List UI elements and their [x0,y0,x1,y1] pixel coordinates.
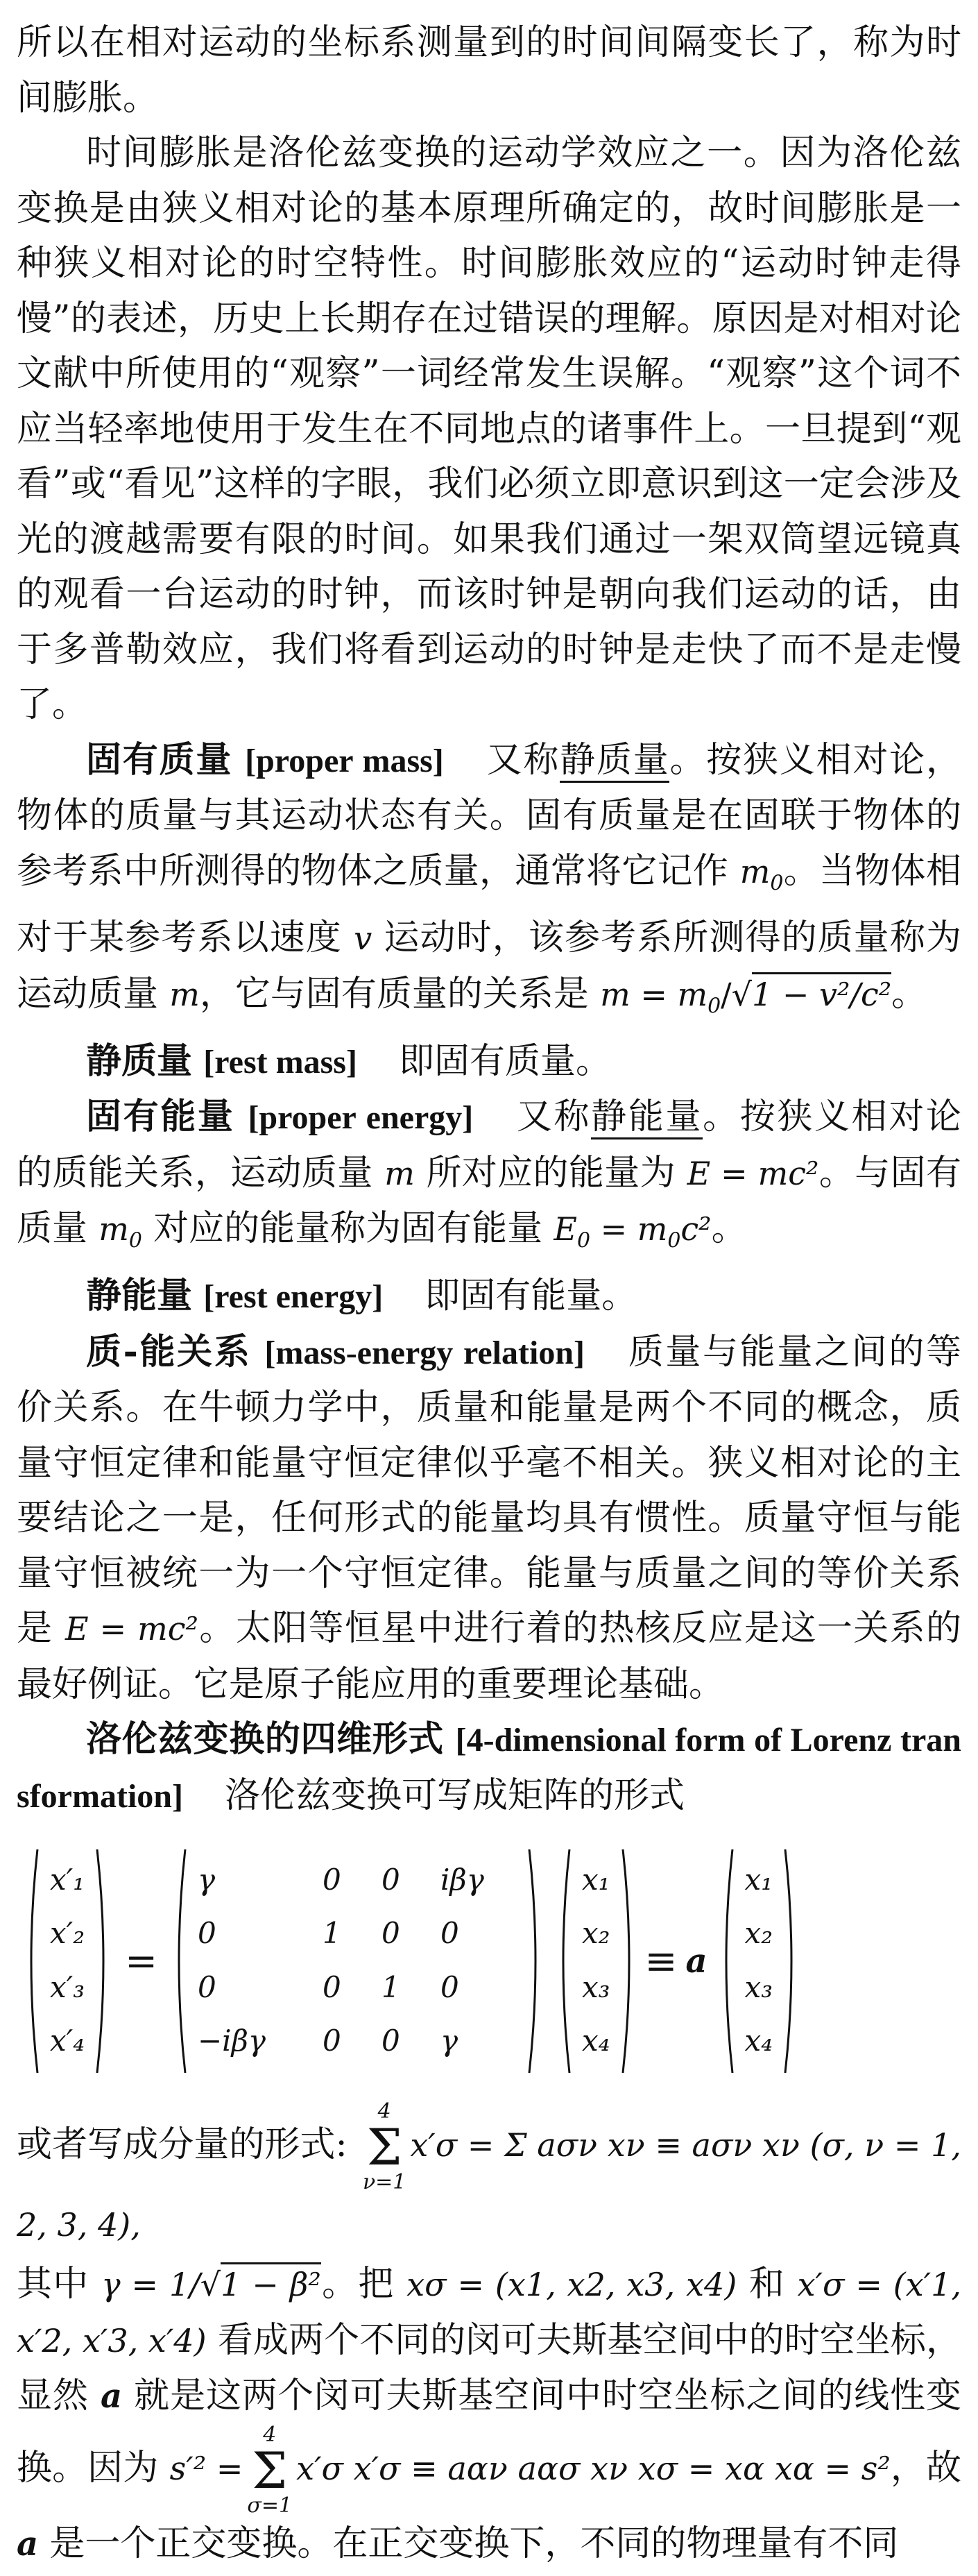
matrix-cell: x′₁ [50,1862,85,1897]
math-s-rhs: x′σ x′σ ≡ aαν aασ xν xσ = xα xα = s² [296,2449,891,2487]
entry-rest-energy [17,1269,961,1325]
entry-text: 质量与能量之间的等价关系。在牛顿力学中，质量和能量是两个不同的概念，质量守恒定律和能量守恒定律似乎毫不相关。狭义相对论的主要结论之一是，任何形式的能量均具有惯性。质量守恒与能量守恒被统一为一个守恒定律。能量与质量之间的等价关系是 [17,1331,961,1650]
entry-rest-mass [17,1034,961,1090]
entry-syn-prefix: 又称 [485,739,560,781]
entry-text: 。 [891,973,927,1015]
matrix-rhs-2 [719,1847,800,2076]
math-gamma: γ = 1/√1 − β² [101,2262,321,2303]
left-paren-icon [24,1847,40,2076]
sum-symbol: 4 Σ ν=1 [362,2099,406,2195]
math-x-prime: x′σ = (x′1, x′2, x′3, x′4) [17,2266,961,2359]
entry-english: [rest mass] [203,1043,357,1081]
entry-text: 就是这两个闵可夫斯基空间中时空坐标之间的线性变换。因为 [17,2375,961,2489]
matrix-cell: x₃ [744,1969,773,2004]
matrix-cell: x′₃ [50,1969,85,2004]
right-paren-icon [782,1847,799,2076]
entry-english: [4-dimensional form of Lorenz transformation] [17,1722,961,1815]
entry-text: 其中 [17,2264,89,2305]
entry-english: [proper mass] [245,742,444,779]
matrix-cell: x′₄ [50,2024,85,2058]
lorentz-matrix-equation [24,1829,961,2093]
entry-text: 看成两个不同的闵可夫斯基空间中的时空坐标，显然 [17,2319,961,2417]
entry-term: 静能量 [86,1275,193,1317]
entry-text: 。按狭义相对论的质能关系，运动质量 [17,1096,961,1194]
matrix-cell: 0 [381,2024,400,2058]
matrix-cell: x₂ [581,1916,610,1951]
math-component-eq: x′σ = Σ aσν xν ≡ aσν xν (σ, ν = 1, 2, 3, 4), [17,2126,961,2244]
entry-term: 质-能关系 [86,1330,252,1373]
matrix-cell: 0 [322,2024,341,2058]
matrix-cell: 0 [197,1916,216,1951]
matrix-cell: x₁ [581,1862,610,1897]
matrix-cell: x′₂ [50,1916,85,1951]
entry-text: 所对应的能量为 [426,1152,676,1194]
matrix-cell: x₂ [744,1916,773,1951]
right-paren-icon [94,1847,111,2076]
math-e-mc2: E = mc² [687,1154,819,1192]
paragraph-time-dilation: 时间膨胀是洛伦兹变换的运动学效应之一。因为洛伦兹变换是由狭义相对论的基本原理所确定的，故时间膨胀是一种狭义相对论的时空特性。时间膨胀效应的“运动时钟走得慢”的表述，历史上长期存在过错误的理解。原因是对相对论文献中所使用的“观察”一词经常发生误解。“观察”这个词不应当轻率地使用于发生在不同地点的诸事件上。一旦提到“观看”或“看见”这样的字眼，我们必须立即意识到这一定会涉及光的渡越需要有限的时间。如果我们通过一架双筒望远镜真的观看一台运动的时钟，而该时钟是朝向我们运动的话，由于多普勒效应，我们将看到运动的时钟是走快了而不是走慢了。 [17,133,961,725]
left-paren-icon [719,1847,735,2076]
left-paren-icon [556,1847,572,2076]
entry-term: 固有能量 [86,1096,235,1138]
matrix-cell: x₄ [744,2024,773,2058]
paragraph-gamma [17,2257,961,2572]
equals-sign: = [125,1938,157,1984]
math-a: a [17,2524,39,2564]
math-m: m [384,1154,415,1192]
right-paren-icon [620,1847,637,2076]
matrix-cell: γ [197,1862,216,1897]
math-m: m [169,975,200,1013]
math-m0: $m_0$ [739,852,784,895]
entry-text: 。 [711,1208,747,1250]
entry-english: [rest energy] [203,1278,384,1316]
math-m0: $m_0$ [98,1210,142,1253]
matrix-cell: γ [440,2024,458,2058]
matrix-cell: 1 [381,1969,400,2004]
matrix-cell: 0 [381,1862,400,1897]
equiv-sign: ≡ [644,1938,678,1984]
matrix-cell: 1 [322,1916,341,1951]
math-mass-relation: $m = m_0/√1 - v^2/c^2$ [600,976,891,1013]
math-e-mc2: E = mc² [65,1610,198,1648]
entry-english: [mass-energy relation] [264,1334,585,1371]
entry-text: 。太阳等恒星中进行着的热核反应是这一关系的最好例证。它是原子能应用的重要理论基础。 [17,1608,961,1705]
entry-text: 即固有能量。 [424,1276,637,1317]
entry-syn-prefix: 又称 [515,1096,592,1138]
matrix-a-label: a [685,1941,707,1981]
entry-text: 运动时，该参考系所测得的质量称为运动质量 [17,917,961,1015]
entry-text: 。按狭义相对论，物体的质量与其运动状态有关。固有质量是在固联于物体的参考系中所测得的物体之质量，通常将它记作 [17,739,961,892]
matrix-cell: 0 [322,1969,341,2004]
entry-term: 静质量 [86,1040,193,1082]
entry-mass-energy [17,1325,961,1713]
entry-text: 。把 [320,2264,395,2305]
entry-text: ，它与固有质量的关系是 [199,973,589,1015]
entry-text: 是一个正交变换。在正交变换下，不同的物理量有不同 [49,2523,899,2564]
matrix-cell: 0 [381,1916,400,1951]
matrix-rhs [556,1847,637,2076]
paragraph-time-dilation-end: 所以在相对运动的坐标系测量到的时间间隔变长了，称为时间膨胀。 [17,22,961,119]
matrix-cell: x₁ [744,1862,773,1897]
math-s-lhs: s′² = [169,2449,243,2487]
matrix-cell: 0 [440,1969,459,2004]
matrix-lhs [24,1847,111,2076]
entry-text: 和 [748,2264,786,2305]
entry-lorentz-4d [17,1712,961,1824]
synonym-link[interactable]: 静质量 [560,740,669,783]
entry-text: 洛伦兹变换可写成矩阵的形式 [224,1774,685,1816]
sum-symbol: 4 Σ σ=1 [247,2422,293,2518]
entry-text: 即固有质量。 [398,1040,611,1082]
math-v: v [354,920,372,958]
synonym-link[interactable]: 静能量 [591,1096,703,1139]
entry-text: 对应的能量称为固有能量 [153,1208,543,1250]
entry-term: 洛伦兹变换的四维形式 [86,1718,444,1761]
matrix-cell: 0 [322,1862,341,1897]
entry-text: ，故 [890,2447,961,2489]
matrix-transform [171,1847,543,2076]
matrix-cell: x₄ [581,2024,610,2058]
entry-text: 。与固有质量 [17,1152,961,1250]
entry-proper-mass [17,733,961,1034]
entry-text: 或者写成分量的形式: [17,2124,348,2166]
entry-term: 固有质量 [86,738,233,781]
math-x-sigma: xσ = (x1, x2, x3, x4) [406,2266,737,2304]
matrix-cell: 0 [197,1969,216,2004]
left-paren-icon [171,1847,188,2076]
entry-english: [proper energy] [248,1099,474,1137]
matrix-cell: iβγ [440,1862,484,1897]
entry-text: 。当物体相对于某参考系以速度 [17,850,961,959]
matrix-cell: x₃ [581,1969,610,2004]
math-a: a [100,2377,123,2416]
math-e0: $E_0 = m_0c^2$ [554,1210,712,1253]
right-paren-icon [526,1847,543,2076]
matrix-cell: 0 [440,1916,459,1951]
matrix-cell: −iβγ [197,2024,266,2058]
entry-proper-energy [17,1090,961,1269]
paragraph-component-form [17,2101,961,2257]
